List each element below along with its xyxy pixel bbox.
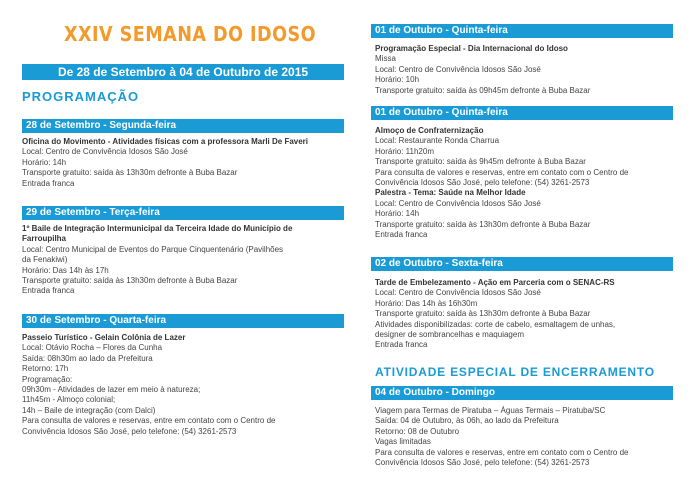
programacao-heading: PROGRAMAÇÃO (22, 89, 140, 104)
day-header-01-out-a: 01 de Outubro - Quinta-feira (371, 24, 673, 38)
event-block-29-set (22, 224, 292, 297)
event-line: Transporte gratuito: saída às 9h45m defronte à Buba Bazar (375, 157, 586, 167)
event-line: Transporte gratuito: saída às 13h30m defronte à Buba Bazar (375, 219, 591, 229)
event-line: Saída: 08h30m ao lado da Prefeitura (22, 353, 153, 363)
event-line: Local: Centro de Convivência Idosos São José (22, 147, 188, 157)
event-title: 1º Baile de Integração Intermunicipal da Terceira Idade do Município de (22, 224, 293, 233)
event-line: Transporte gratuito: saída às 13h30m defronte à Buba Bazar (375, 309, 591, 319)
event-title: Palestra - Tema: Saúde na Melhor Idade (375, 188, 526, 198)
event-line: Horário: 11h20m (375, 146, 434, 156)
event-block-04-out (375, 406, 628, 468)
event-line: Local: Centro de Convivência Idosos São José (375, 198, 541, 208)
event-block-02-out (375, 278, 615, 351)
event-title: Oficina do Movimento - Atividades físicas com a professora Marli De Faveri (22, 137, 309, 146)
event-line: Local: Otávio Rocha – Flores da Cunha (22, 343, 163, 353)
event-line: Horário: Das 14h às 16h30m (375, 298, 478, 308)
event-line: Vagas limitadas (375, 437, 431, 447)
encerramento-heading: ATIVIDADE ESPECIAL DE ENCERRAMENTO (375, 365, 655, 379)
event-line: Atividades disponibilizadas: corte de cabelo, esmaltagem de unhas, (375, 319, 616, 329)
event-line: 14h – Baile de integração (com Dalci) (22, 405, 156, 415)
event-line: Convivência Idosos São José, pelo telefone: (54) 3261-2573 (375, 458, 590, 468)
event-line: Local: Centro Municipal de Eventos do Parque Cinquentenário (Pavilhões (22, 244, 284, 254)
event-line: Missa (375, 54, 396, 64)
event-title: Passeio Turístico - Gelain Colônia de Lazer (22, 333, 186, 342)
event-line: Retorno: 08 de Outubro (375, 426, 460, 436)
day-header-02-out: 02 de Outubro - Sexta-feira (371, 257, 673, 271)
event-line: Transporte gratuito: saída às 13h30m defronte à Buba Bazar (22, 276, 238, 286)
event-line: Convivência Idosos São José, pelo telefone: (54) 3261-2573 (375, 178, 590, 188)
day-header-28-set: 28 de Setembro - Segunda-feira (22, 119, 344, 133)
event-line: designer de sombrancelhas e maquiagem (375, 330, 524, 340)
event-line: Horário: 14h (22, 157, 67, 167)
event-line: Local: Centro de Convivência Idosos São José (375, 288, 541, 298)
event-block-28-set (22, 137, 308, 189)
day-header-30-set: 30 de Setembro - Quarta-feira (22, 314, 344, 328)
event-line: Horário: 10h (375, 75, 420, 85)
event-line: Transporte gratuito: saída às 09h45m defronte à Buba Bazar (375, 85, 591, 95)
event-line: Horário: Das 14h às 17h (22, 265, 109, 275)
event-line: Retorno: 17h (22, 364, 69, 374)
date-range-banner: De 28 de Setembro à 04 de Outubro de 2015 (22, 64, 344, 80)
event-line: Transporte gratuito: saída às 13h30m defronte à Buba Bazar (22, 168, 238, 178)
event-line: Para consulta de valores e reservas, entre em contato com o Centro de (375, 447, 629, 457)
event-line: Entrada franca (375, 230, 428, 240)
event-block-01-out-b (375, 126, 628, 240)
event-line: 09h30m - Atividades de lazer em meio à natureza; (22, 385, 201, 395)
event-line: Entrada franca (375, 340, 428, 350)
event-title: Programação Especial - Dia Internacional do Idoso (375, 44, 568, 53)
event-line: Viagem para Termas de Piratuba – Águas Termais – Piratuba/SC (375, 406, 606, 415)
event-line: Convivência Idosos São José, pelo telefone: (54) 3261-2573 (22, 426, 237, 436)
event-block-01-out-a (375, 44, 590, 96)
event-line: Para consulta de valores e reservas, entre em contato com o Centro de (375, 167, 629, 177)
day-header-04-out: 04 de Outubro - Domingo (371, 386, 673, 400)
event-line: 11h45m - Almoço colonial; (22, 395, 116, 405)
event-title: Tarde de Embelezamento - Ação em Parceria com o SENAC-RS (375, 278, 615, 287)
event-line: Horário: 14h (375, 209, 420, 219)
event-line: da Fenakiwi) (22, 255, 68, 265)
event-line: Local: Centro de Convivência Idosos São José (375, 64, 541, 74)
event-title: Farroupilha (22, 234, 67, 244)
event-line: Entrada franca (22, 286, 75, 296)
event-line: Local: Restaurante Ronda Charrua (375, 136, 500, 146)
event-line: Saída: 04 de Outubro, às 06h, ao lado da Prefeitura (375, 416, 559, 426)
page-title: XXIV SEMANA DO IDOSO (64, 22, 317, 46)
event-line: Programação: (22, 374, 73, 384)
event-title: Almoço de Confraternização (375, 126, 484, 135)
day-header-01-out-b: 01 de Outubro - Quinta-feira (371, 106, 673, 120)
event-block-30-set (22, 333, 275, 437)
event-line: Entrada franca (22, 178, 75, 188)
event-line: Para consulta de valores e reservas, entre em contato com o Centro de (22, 416, 276, 426)
day-header-29-set: 29 de Setembro - Terça-feira (22, 206, 344, 220)
